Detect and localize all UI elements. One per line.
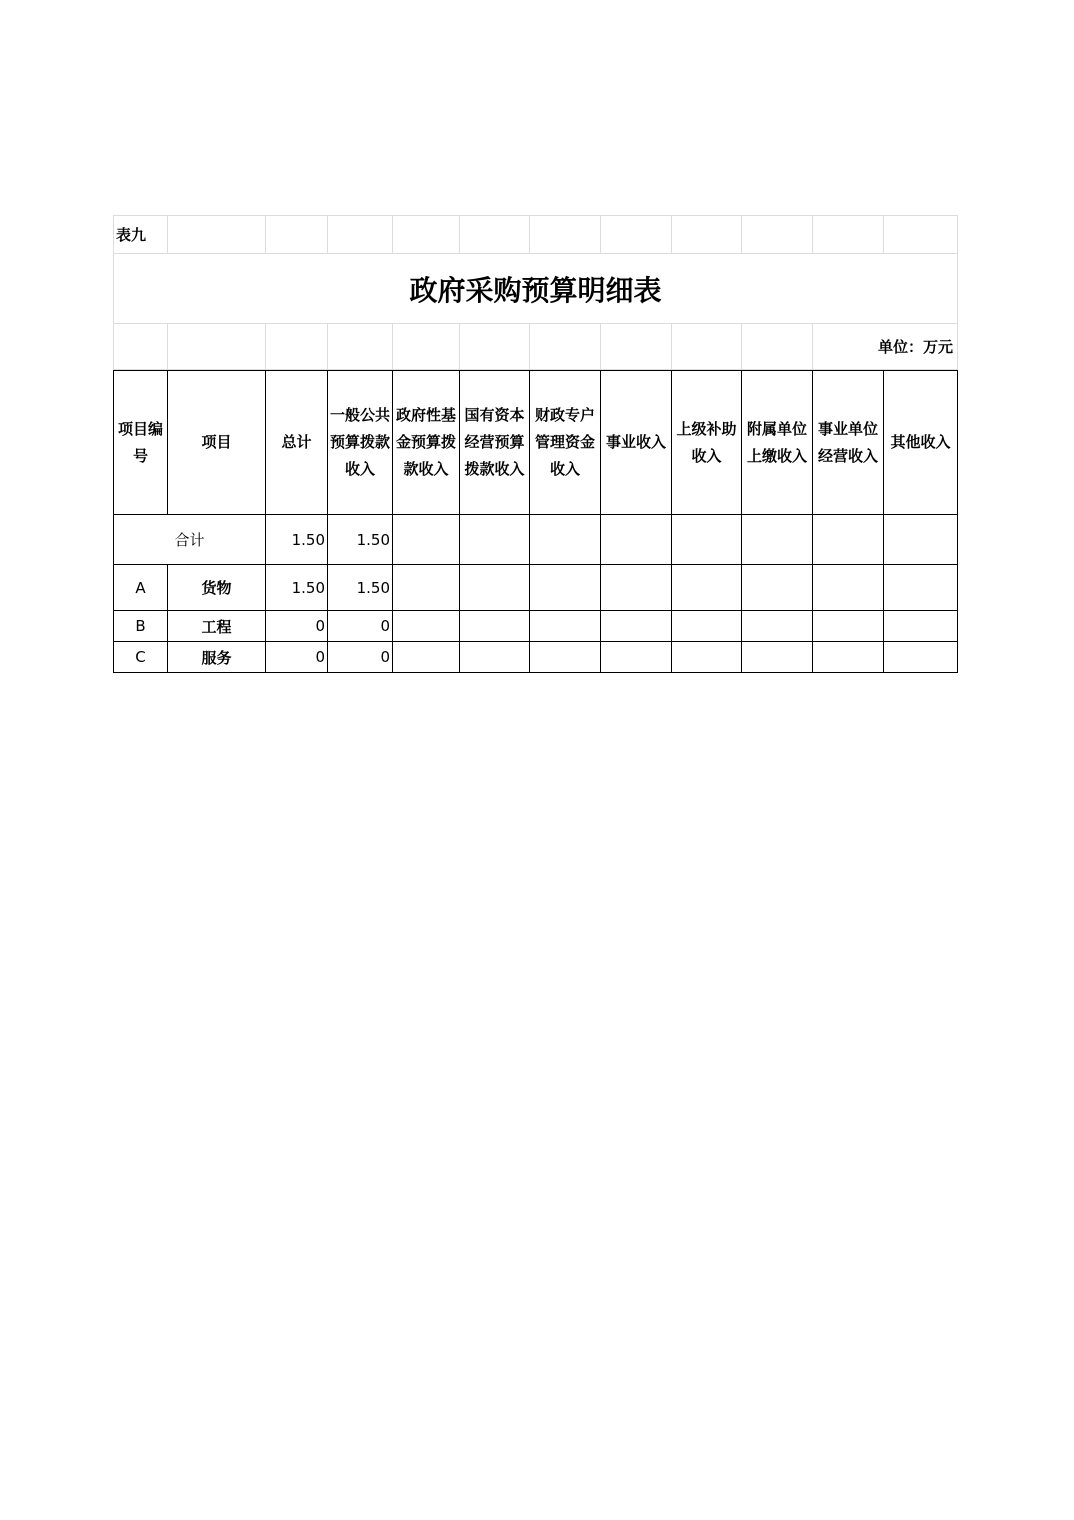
empty-cell	[460, 324, 530, 370]
empty-cell	[601, 324, 672, 370]
header-other-income: 其他收入	[884, 371, 958, 515]
empty-cell	[393, 565, 460, 611]
budget-sheet	[113, 215, 957, 675]
empty-cell	[460, 565, 530, 611]
table-row	[114, 642, 958, 673]
row-code: A	[114, 565, 168, 611]
row-code: C	[114, 642, 168, 673]
table-title: 政府采购预算明细表	[114, 254, 958, 324]
header-operating-income: 事业单位经营收入	[813, 371, 884, 515]
header-code: 项目编号	[114, 371, 168, 515]
header-row	[114, 371, 958, 515]
procurement-budget-table	[113, 370, 958, 673]
empty-cell	[393, 216, 460, 254]
empty-cell	[460, 611, 530, 642]
table-row	[114, 611, 958, 642]
empty-cell	[530, 642, 601, 673]
row-item: 服务	[168, 642, 266, 673]
row-code: B	[114, 611, 168, 642]
header-item: 项目	[168, 371, 266, 515]
empty-cell	[328, 324, 393, 370]
empty-cell	[813, 611, 884, 642]
summary-total: 1.50	[266, 515, 328, 565]
unit-label: 单位：万元	[813, 324, 958, 370]
row-total: 1.50	[266, 565, 328, 611]
header-business-income: 事业收入	[601, 371, 672, 515]
empty-cell	[672, 515, 742, 565]
row-item: 工程	[168, 611, 266, 642]
header-state-capital: 国有资本经营预算拨款收入	[460, 371, 530, 515]
empty-cell	[742, 515, 813, 565]
empty-cell	[813, 642, 884, 673]
empty-cell	[884, 611, 958, 642]
empty-cell	[884, 642, 958, 673]
empty-cell	[742, 611, 813, 642]
empty-cell	[168, 216, 266, 254]
empty-cell	[460, 515, 530, 565]
summary-label: 合计	[114, 515, 266, 565]
empty-cell	[601, 611, 672, 642]
header-total: 总计	[266, 371, 328, 515]
empty-cell	[530, 324, 601, 370]
empty-cell	[742, 324, 813, 370]
header-gov-fund: 政府性基金预算拨款收入	[393, 371, 460, 515]
sheet-label: 表九	[114, 216, 168, 254]
empty-cell	[460, 216, 530, 254]
summary-general-public: 1.50	[328, 515, 393, 565]
empty-cell	[168, 324, 266, 370]
empty-cell	[813, 565, 884, 611]
empty-cell	[393, 642, 460, 673]
empty-cell	[884, 515, 958, 565]
empty-cell	[393, 515, 460, 565]
row-total: 0	[266, 642, 328, 673]
empty-cell	[742, 642, 813, 673]
empty-cell	[530, 216, 601, 254]
row-item: 货物	[168, 565, 266, 611]
empty-cell	[742, 565, 813, 611]
empty-cell	[672, 565, 742, 611]
header-fiscal-special: 财政专户管理资金收入	[530, 371, 601, 515]
empty-cell	[813, 216, 884, 254]
row-total: 0	[266, 611, 328, 642]
empty-cell	[266, 324, 328, 370]
empty-cell	[114, 324, 168, 370]
sheet-header-grid	[113, 215, 958, 370]
empty-cell	[530, 611, 601, 642]
empty-cell	[601, 642, 672, 673]
empty-cell	[884, 565, 958, 611]
header-superior-subsidy: 上级补助收入	[672, 371, 742, 515]
empty-cell	[393, 611, 460, 642]
empty-cell	[328, 216, 393, 254]
empty-cell	[266, 216, 328, 254]
header-affiliated-turnover: 附属单位上缴收入	[742, 371, 813, 515]
row-general-public: 0	[328, 611, 393, 642]
empty-cell	[601, 216, 672, 254]
empty-cell	[813, 515, 884, 565]
header-general-public: 一般公共预算拨款收入	[328, 371, 393, 515]
summary-row	[114, 515, 958, 565]
empty-cell	[530, 565, 601, 611]
empty-cell	[742, 216, 813, 254]
row-general-public: 1.50	[328, 565, 393, 611]
row-general-public: 0	[328, 642, 393, 673]
empty-cell	[672, 611, 742, 642]
empty-cell	[460, 642, 530, 673]
empty-cell	[884, 216, 958, 254]
empty-cell	[601, 515, 672, 565]
table-row	[114, 565, 958, 611]
empty-cell	[672, 216, 742, 254]
empty-cell	[672, 324, 742, 370]
empty-cell	[601, 565, 672, 611]
empty-cell	[393, 324, 460, 370]
empty-cell	[530, 515, 601, 565]
empty-cell	[672, 642, 742, 673]
